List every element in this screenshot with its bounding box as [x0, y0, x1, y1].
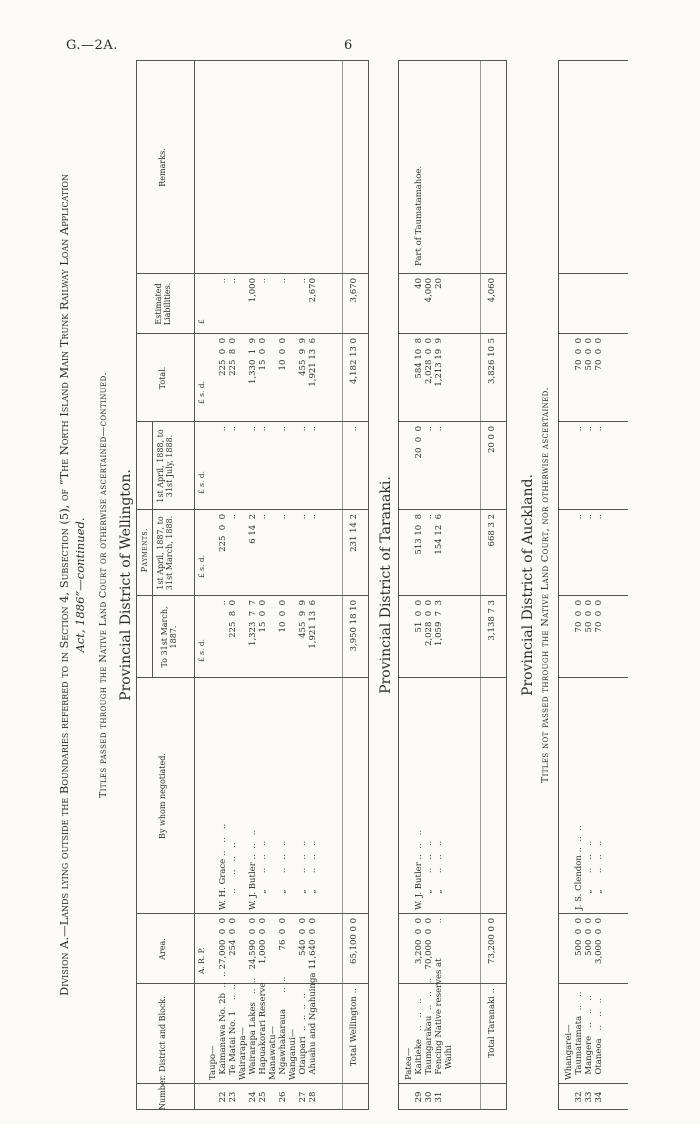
areas: 27,000 0 0 254 0 0 24,590 0 0 1,000 0 0 76 0 0 540 0 0 11,640 0 0 [218, 918, 319, 970]
col-header-number: Number. [158, 1074, 167, 1110]
rotated-table-page [52, 60, 682, 1110]
estimated-liabilities [564, 278, 624, 334]
estimated-liabilities: 40 4,000 20 [414, 278, 445, 303]
division-heading: Division A.—Lands lying outside the Boundaries referred to in Section 4, Subsection (5), of “The North Island Main Trunk Railway Loan Application [57, 174, 71, 996]
district-blocks: Whangarei— Taumatamata .. .. Mangere .. .. .. Otaneoa .. .. .. [564, 991, 605, 1080]
col-header-negotiated: By whom negotiated. [158, 753, 167, 839]
payments-total: 584 10 8 2,028 0 0 1,213 19 9 [414, 338, 445, 387]
col-header-pay2: 1st April, 1887, to 31st March, 1888. [156, 515, 175, 591]
total-area: 65,100 0 0 [349, 918, 359, 964]
negotiators: W. H. Grace .. .. .. .. .. .. .. W. J. Butler .. .. .. „ .. .. .. „ .. .. .. „ .. .. .. „ .. .. .. [218, 823, 319, 910]
district-title-auckland: Provincial District of Auckland. [520, 474, 536, 696]
remarks [208, 65, 340, 270]
payments-total: 225 0 0 225 8 0 1,330 1 9 15 0 0 10 0 0 455 9 9 1,921 13 6 [218, 338, 319, 387]
total-label: Total Taranaki .. [487, 988, 497, 1058]
district-blocks: Patea— Kaitieke .. .. .. Taumgarakau .. .. .. Fencing Native reserves at Waihi [404, 958, 455, 1080]
pay2-units: £ s. d. [197, 555, 206, 578]
remarks: Part of Taumatamahoe. [414, 165, 425, 266]
total-liabilities: 4,060 [487, 278, 497, 303]
col-header-district: District and Block. [158, 996, 167, 1072]
pay3-units: £ s. d. [197, 471, 206, 494]
pay1-units: £ s. d. [197, 639, 206, 662]
section-auckland [558, 60, 628, 1110]
total-liabilities: 3,670 [349, 278, 359, 303]
col-header-area: Area. [158, 938, 167, 960]
titles-passed-subtitle: Titles passed through the Native Land Court or otherwise ascertained—continued. [98, 371, 109, 799]
col-header-payments: Payments. [140, 527, 149, 573]
section-taranaki [398, 60, 506, 1110]
estimated-liabilities: .. .. 1,000 .. .. .. 2,670 [218, 278, 319, 303]
total-total: 3,826 10 5 [487, 338, 497, 384]
payments-total: 70 0 0 50 0 0 70 0 0 [574, 338, 605, 371]
col-header-pay1: To 31st March, 1887. [160, 606, 179, 668]
division-heading-continued: Act, 1886”—continued. [73, 517, 87, 653]
row-numbers: 29 30 31 [414, 1091, 445, 1103]
liabilities-units: £ [197, 319, 206, 324]
row-numbers: 32 33 34 [574, 1091, 605, 1103]
row-numbers: 22 23 24 25 26 27 28 [218, 1091, 319, 1103]
total-pay1: 3,950 18 10 [349, 600, 359, 652]
negotiators: W. J. Butler .. .. .. „ .. .. .. „ .. .. .. [414, 829, 445, 910]
payments-1888: 20 0 0 .. .. [414, 426, 445, 459]
payments-1888: .. .. .. [574, 426, 605, 432]
total-pay3: .. [349, 426, 359, 432]
section-wellington [136, 60, 368, 1110]
areas: 500 0 0 500 0 0 3,000 0 0 [574, 918, 605, 964]
parliamentary-paper-code: G.—2A. [66, 38, 118, 53]
remarks [564, 65, 624, 270]
area-units: A. R. P. [197, 947, 206, 974]
payments-1887-1888: 225 0 0 .. 6 14 2 .. .. .. .. [218, 514, 319, 552]
col-header-pay3: 1st April, 1888, to 31st July, 1888. [156, 429, 175, 503]
payments-1888: .. .. .. .. .. .. .. [218, 426, 319, 432]
total-label: Total Wellington .. [349, 988, 359, 1067]
total-pay2: 231 14 2 [349, 514, 359, 552]
payments-to-1887: .. 225 8 0 1,323 7 7 15 0 0 10 0 0 455 9 9 1,921 13 6 [218, 600, 319, 649]
col-header-remarks: Remarks. [158, 148, 167, 187]
page-number: 6 [344, 38, 353, 53]
titles-not-passed-subtitle: Titles not passed through the Native Land Court, nor otherwise ascertained. [540, 386, 551, 784]
negotiators: J. S. Clendon .. .. .. „ .. .. .. „ .. .. .. [574, 825, 605, 910]
total-pay2: 668 3 2 [487, 514, 497, 547]
payments-to-1887: 51 0 0 2,028 0 0 1,059 7 3 [414, 600, 445, 646]
areas: 3,200 0 0 70,000 0 0 .. [414, 918, 445, 970]
payments-1887-1888: .. .. .. [574, 514, 605, 520]
total-area: 73,200 0 0 [487, 918, 497, 964]
col-header-total: Total. [158, 366, 167, 390]
district-title-wellington: Provincial District of Wellington. [118, 469, 134, 701]
col-header-liabilities: Estimated Liabilities. [154, 282, 173, 326]
total-units: £ s. d. [197, 381, 206, 404]
total-pay3: 20 0 0 [487, 426, 497, 454]
total-total: 4,182 13 0 [349, 338, 359, 384]
district-title-taranaki: Provincial District of Taranaki. [378, 476, 394, 694]
payments-1887-1888: 513 10 8 .. 154 12 6 [414, 514, 445, 555]
total-pay1: 3,138 7 3 [487, 600, 497, 641]
district-blocks: Taupo— Kaimanawa No. 2b .. .. Te Matai No. 1 .. .. Wairarapa— Wairarapa Lakes .. .. Hapuakorari Reserve Manawatu— Ngawhakaraua .. .. Wanganui— Otaupari .. .. .. .. Ahuahu and Ngahuinga .. [208, 961, 319, 1080]
payments-to-1887: 70 0 0 50 0 0 70 0 0 [574, 600, 605, 633]
